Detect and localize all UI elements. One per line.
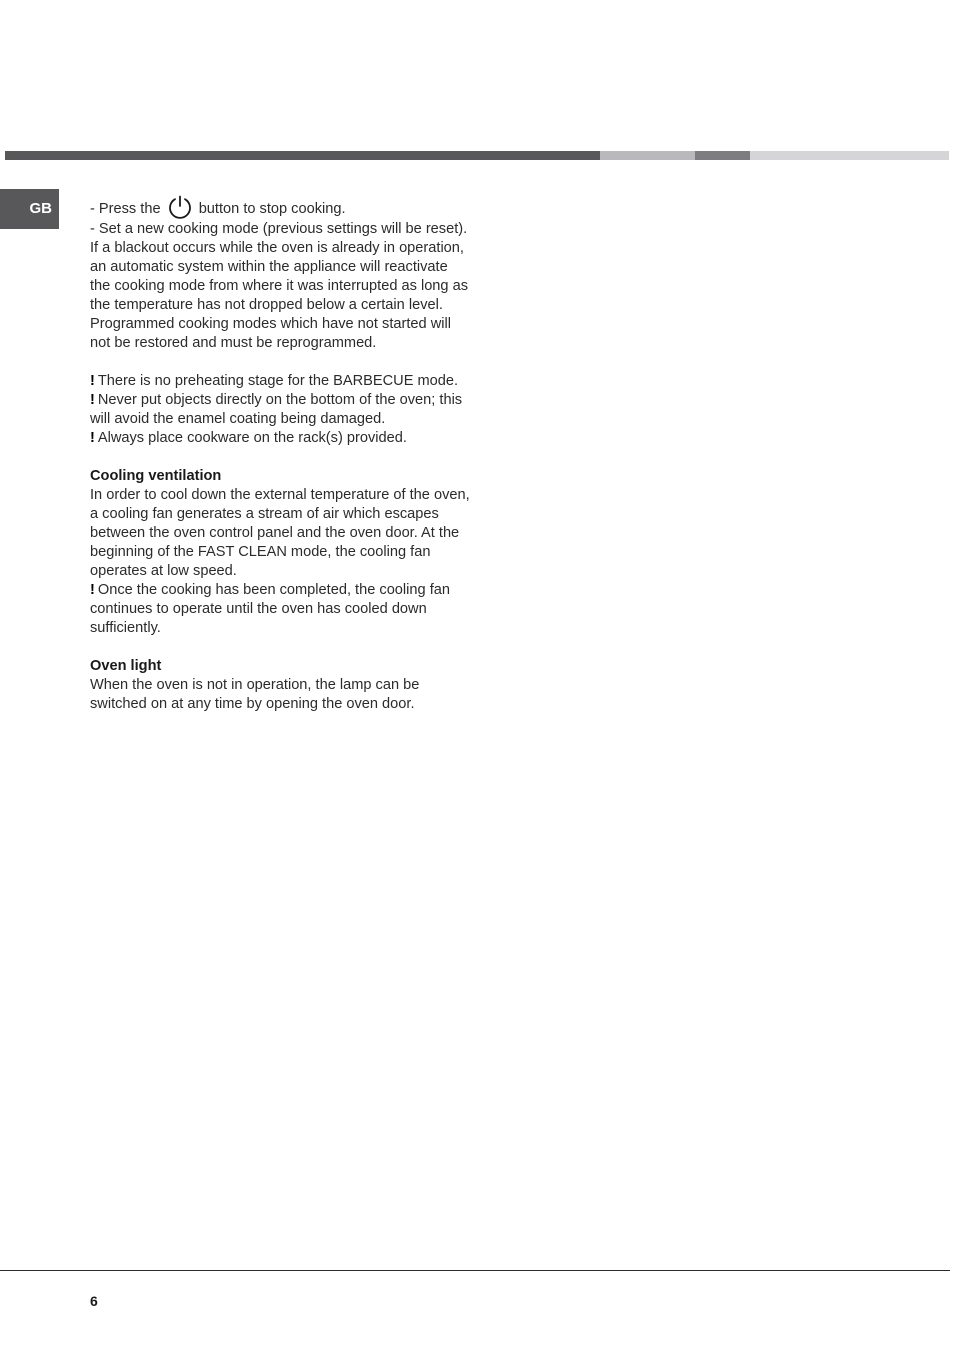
footer-divider: [0, 1270, 950, 1271]
header-bar-segment-pale: [750, 151, 949, 160]
main-text-column: [90, 194, 470, 714]
paragraph-gap: [90, 353, 470, 372]
language-tab: GB: [0, 189, 59, 229]
blackout-paragraph: If a blackout occurs while the oven is already in operation, an automatic system within the appliance will reactivate the cooking mode from where it was interrupted as long as the temperature has not dropped below a certain level. Programmed cooking modes which have not started will not be restored and must be reprogrammed.: [90, 240, 469, 351]
warning-mark-icon: !: [90, 430, 95, 446]
warning-cookware-rack: ! Always place cookware on the rack(s) provided.: [90, 430, 407, 446]
warning-mark-icon: !: [90, 582, 95, 598]
warning-mark-icon: !: [90, 373, 95, 389]
cooling-ventilation-heading: Cooling ventilation: [90, 468, 222, 484]
paragraph-gap: [90, 638, 470, 657]
set-new-mode-instruction: - Set a new cooking mode (previous settings will be reset).: [90, 221, 468, 237]
paragraph-gap: [90, 448, 470, 467]
press-prefix: - Press the: [90, 201, 161, 217]
header-bar-segment-light: [600, 151, 695, 160]
warning-mark-icon: !: [90, 392, 95, 408]
warning-barbecue: ! There is no preheating stage for the BARBECUE mode.: [90, 373, 459, 389]
press-suffix: button to stop cooking.: [198, 201, 346, 217]
warning-oven-bottom: ! Never put objects directly on the bottom of the oven; this will avoid the enamel coating being damaged.: [90, 392, 463, 427]
page-number: 6: [90, 1293, 98, 1309]
power-icon: [167, 194, 193, 220]
press-button-instruction: [90, 194, 470, 220]
header-bar-segment-dark: [5, 151, 600, 160]
cooling-ventilation-warning: ! Once the cooking has been completed, the cooling fan continues to operate until the oven has cooled down sufficiently.: [90, 582, 450, 636]
oven-light-heading: Oven light: [90, 658, 162, 674]
oven-light-paragraph: When the oven is not in operation, the lamp can be switched on at any time by opening the oven door.: [90, 677, 420, 712]
header-color-bar: [5, 151, 949, 160]
header-bar-segment-mid: [695, 151, 750, 160]
cooling-ventilation-paragraph: In order to cool down the external temperature of the oven, a cooling fan generates a stream of air which escapes between the oven control panel and the oven door. At the beginning of the FAST CLEAN mode, the cooling fan operates at low speed.: [90, 487, 470, 579]
